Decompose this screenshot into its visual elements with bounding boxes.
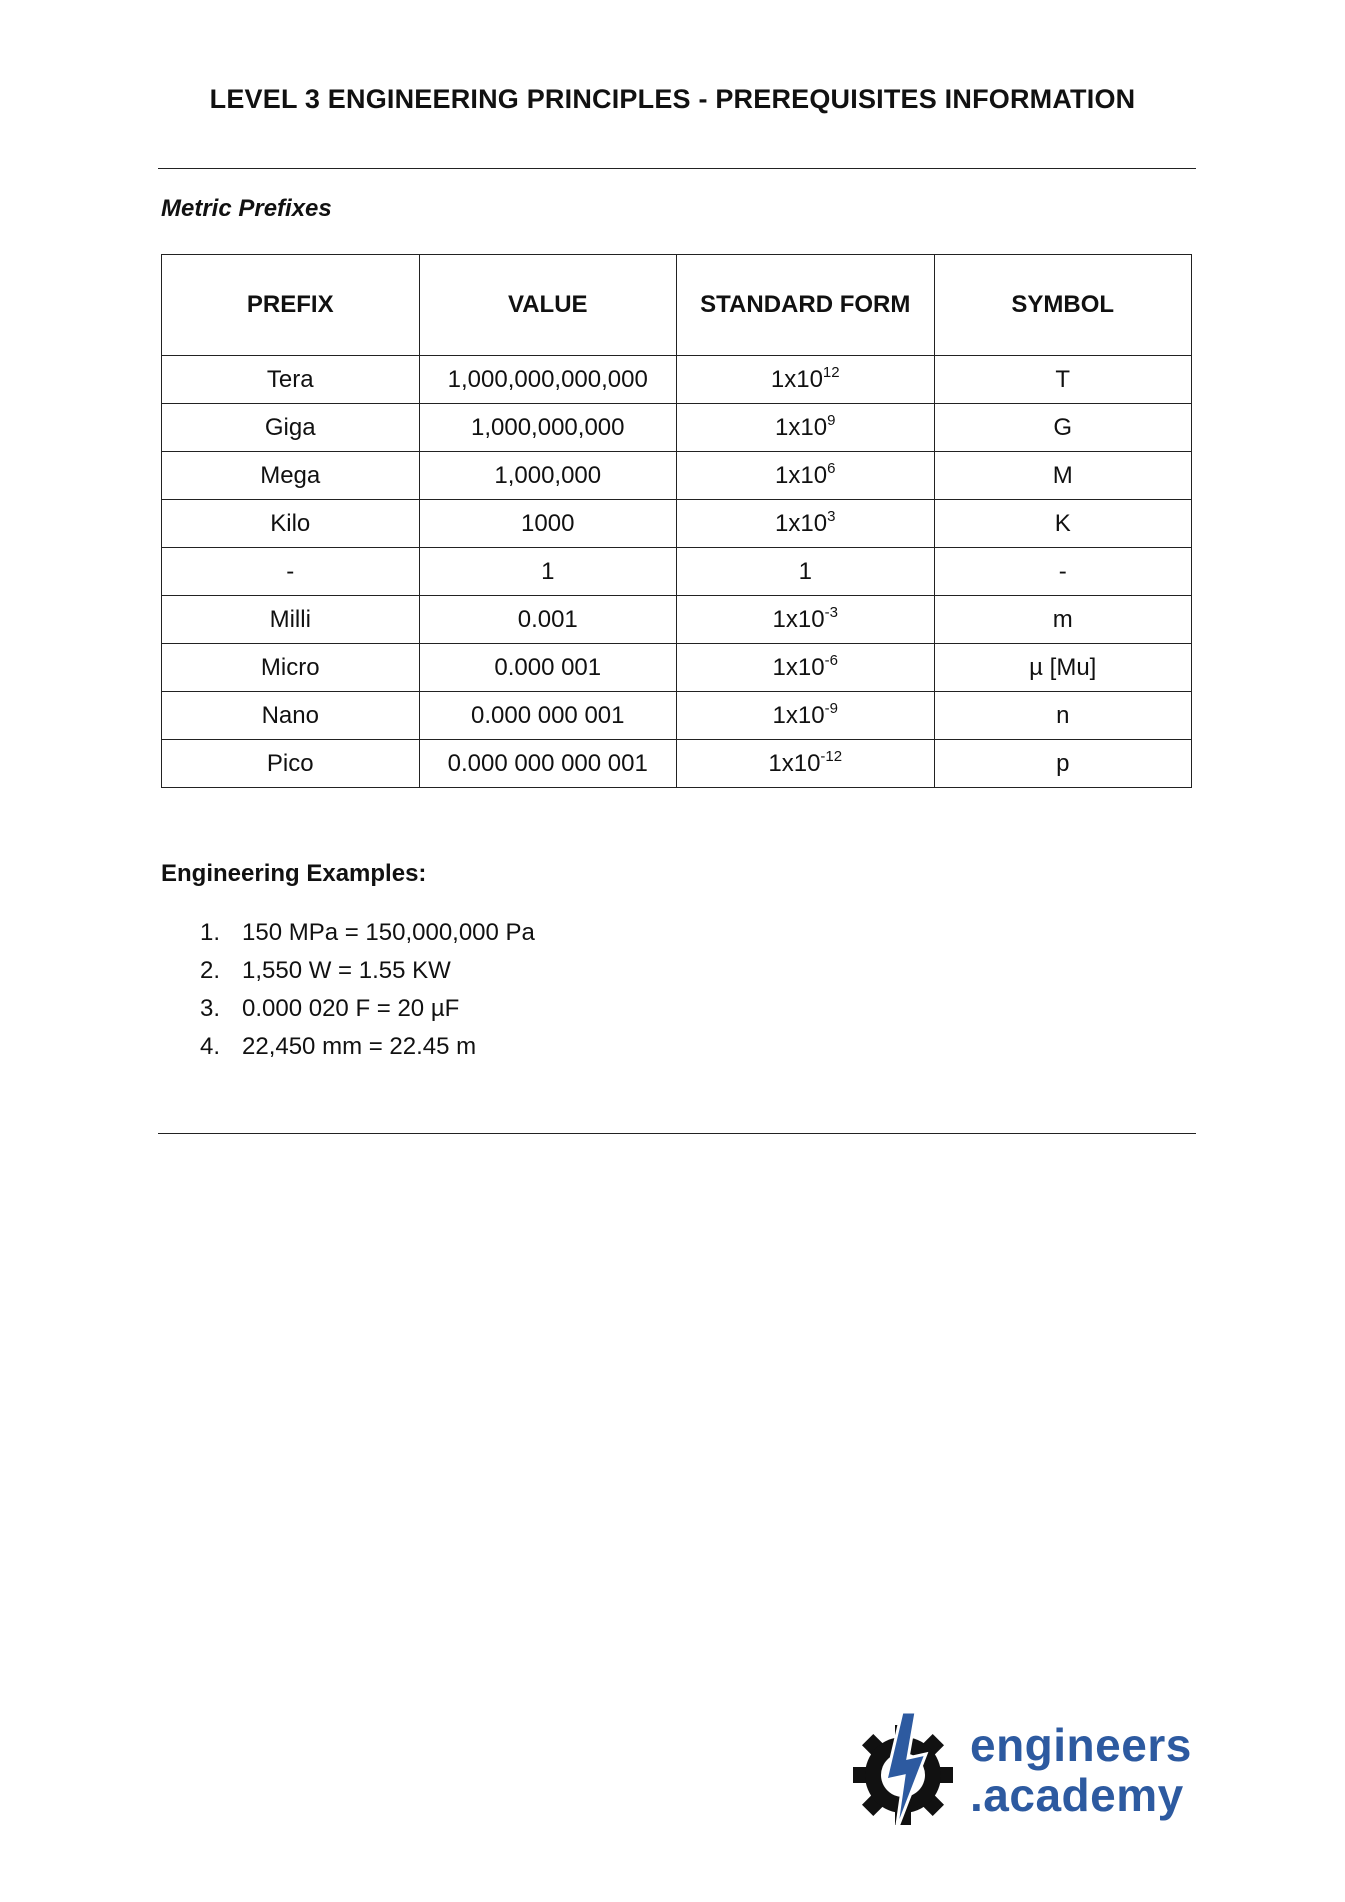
standard-form-cell [677,452,935,500]
example-text: 1,550 W = 1.55 KW [242,957,451,984]
standard-form-base: 1x10 [772,701,825,729]
standard-form-base: 1x10 [775,509,828,537]
list-item [200,1028,535,1066]
standard-form-base: 1x10 [772,605,825,633]
standard-form-exponent: -6 [824,651,838,669]
value-cell: 1 [419,548,677,596]
section-heading: Metric Prefixes [161,195,332,222]
column-header: STANDARD FORM [677,255,935,356]
value-cell: 1,000,000,000,000 [419,356,677,404]
top-divider [158,168,1196,169]
table-row [162,644,1192,692]
list-item [200,990,535,1028]
value-cell: 0.001 [419,596,677,644]
standard-form-cell [677,548,935,596]
table-row [162,404,1192,452]
standard-form-base: 1 [798,557,812,585]
standard-form-cell [677,740,935,788]
example-text: 150 MPa = 150,000,000 Pa [242,919,535,946]
standard-form-exponent: -12 [820,747,843,765]
standard-form-exponent: 9 [827,411,836,429]
bottom-divider [158,1133,1196,1134]
prefix-cell: Milli [162,596,420,644]
standard-form-base: 1x10 [772,653,825,681]
symbol-cell: K [934,500,1192,548]
example-text: 22,450 mm = 22.45 m [242,1033,477,1060]
table-row [162,596,1192,644]
table-row [162,740,1192,788]
engineers-academy-logo [850,1710,1200,1835]
value-cell: 0.000 001 [419,644,677,692]
standard-form-exponent: -9 [824,699,838,717]
symbol-cell: T [934,356,1192,404]
prefix-cell: Micro [162,644,420,692]
example-text: 0.000 020 F = 20 µF [242,995,460,1022]
list-item [200,952,535,990]
list-number: 4. [200,1033,221,1060]
standard-form-base: 1x10 [768,749,821,777]
table-row [162,548,1192,596]
prefix-cell: - [162,548,420,596]
table-row [162,356,1192,404]
value-cell: 1,000,000,000 [419,404,677,452]
logo-line-1: engineers [970,1719,1192,1771]
table-row [162,452,1192,500]
symbol-cell: M [934,452,1192,500]
logo-wordmark [970,1720,1192,1820]
prefix-cell: Mega [162,452,420,500]
standard-form-base: 1x10 [775,461,828,489]
symbol-cell: µ [Mu] [934,644,1192,692]
standard-form-cell [677,356,935,404]
prefix-cell: Giga [162,404,420,452]
column-header: PREFIX [162,255,420,356]
prefix-cell: Nano [162,692,420,740]
standard-form-exponent: -3 [824,603,838,621]
symbol-cell: p [934,740,1192,788]
list-number: 3. [200,995,221,1022]
metric-prefix-table [161,254,1192,788]
column-header: VALUE [419,255,677,356]
standard-form-exponent: 3 [827,507,836,525]
logo-line-2: .academy [970,1769,1184,1821]
standard-form-cell [677,500,935,548]
examples-heading: Engineering Examples: [161,860,427,887]
symbol-cell: m [934,596,1192,644]
value-cell: 1000 [419,500,677,548]
standard-form-exponent: 6 [827,459,836,477]
standard-form-cell [677,404,935,452]
table-row [162,500,1192,548]
page-title: LEVEL 3 ENGINEERING PRINCIPLES - PREREQUISITES INFORMATION [209,84,1136,114]
standard-form-base: 1x10 [770,365,823,393]
prefix-cell: Tera [162,356,420,404]
symbol-cell: G [934,404,1192,452]
value-cell: 0.000 000 000 001 [419,740,677,788]
standard-form-cell [677,692,935,740]
standard-form-cell [677,644,935,692]
standard-form-base: 1x10 [775,413,828,441]
prefix-cell: Pico [162,740,420,788]
list-number: 1. [200,919,221,946]
examples-list [200,914,535,1066]
list-number: 2. [200,957,221,984]
table-row [162,692,1192,740]
standard-form-exponent: 12 [822,363,840,381]
prefix-cell: Kilo [162,500,420,548]
gear-lightning-icon [850,1710,960,1835]
value-cell: 1,000,000 [419,452,677,500]
table-header-row [162,255,1192,356]
symbol-cell: - [934,548,1192,596]
symbol-cell: n [934,692,1192,740]
column-header: SYMBOL [934,255,1192,356]
standard-form-cell [677,596,935,644]
value-cell: 0.000 000 001 [419,692,677,740]
list-item [200,914,535,952]
